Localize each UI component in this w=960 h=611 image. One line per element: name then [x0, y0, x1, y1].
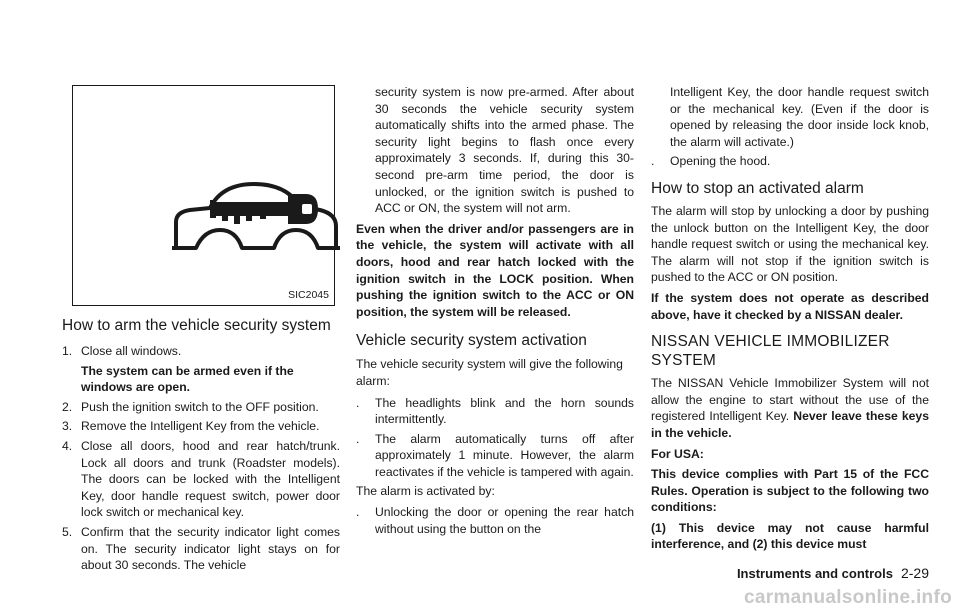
list-item: . Unlocking the door or opening the rear hatch without using the button on the [356, 505, 634, 536]
warning-text: If the system does not operate as described above, have it checked by a NISSAN dealer. [651, 290, 929, 322]
region-label: For USA: [651, 446, 704, 461]
step-continuation: security system is now pre-armed. After about 30 seconds the vehicle security system automatically shifts into the armed phase. The security light begins to flash once every approximately 3 seconds. If, during this 30-second pre-arm time period, the door is unlocked, or the ignition switch is pushed to ACC or ON, the system will not arm. [375, 85, 634, 216]
figure-caption: SIC2045 [288, 289, 329, 301]
paragraph: The vehicle security system will give the following alarm: [356, 357, 623, 388]
footer-section: Instruments and controls [736, 566, 893, 581]
warning-text: Even when the driver and/or passengers are in the vehicle, the system will activate with all doors, hood and rear hatch locked with the ignition switch in the LOCK position. When pushing the ignition switch to the ACC or ON position, the system will be released. [356, 221, 634, 319]
section-heading-activation: Vehicle security system activation [356, 332, 587, 350]
warning-text: Never leave these keys in the vehicle. [651, 409, 929, 440]
section-heading-arm: How to arm the vehicle security system [62, 317, 331, 334]
paragraph: The NISSAN Vehicle Immobilizer System will not allow the engine to start without the use of the registered Intelligent Key. Never leave these keys in the vehicle. [651, 376, 929, 440]
column-1 [62, 316, 340, 577]
fcc-conditions: (1) This device may not cause harmful interference, and (2) this device must [651, 520, 929, 552]
bullet-continuation: Intelligent Key, the door handle request switch or the mechanical key. (Even if the door is opened by releasing the door inside lock knob, the alarm will activate.) [670, 85, 929, 149]
list-item: . The headlights blink and the horn sounds intermittently. [356, 395, 634, 427]
column-3 [651, 84, 929, 553]
watermark-logo: carmanualsonline.info [744, 587, 952, 608]
list-item: 4. Close all doors, hood and rear hatch/trunk. Lock all doors and trunk (Roadster models). The doors can be locked with the Intelligent Key, door handle request switch, power door lock switch or mechanical key. [62, 438, 340, 520]
page-number: 2-29 [900, 565, 929, 581]
paragraph: The alarm will stop by unlocking a door by pushing the unlock button on the Intelligent Key, the door handle request switch or using the mechanical key. The alarm will not stop if the ignition switch is pushed to the ACC or ON position. [651, 203, 929, 285]
section-heading-immobilizer: NISSAN VEHICLE IMMOBILIZER SYSTEM [651, 333, 890, 370]
step-note: The system can be armed even if the windows are open. [81, 363, 294, 395]
list-item: 2. Push the ignition switch to the OFF position. [62, 399, 319, 414]
list-item: 3. Remove the Intelligent Key from the vehicle. [62, 419, 320, 434]
list-item: . Opening the hood. [651, 154, 771, 169]
paragraph: The alarm is activated by: [356, 484, 495, 499]
list-item: 1. Close all windows. The system can be armed even if the windows are open. [62, 343, 340, 396]
car-key-icon [170, 178, 342, 256]
list-item: . The alarm automatically turns off after approximately 1 minute. However, the alarm reactivates if the vehicle is tampered with again. [356, 431, 634, 479]
section-heading-stop: How to stop an activated alarm [651, 179, 864, 197]
list-item: 5. Confirm that the security indicator light comes on. The security indicator light stays on for about 30 seconds. The vehicle [62, 524, 340, 573]
fcc-statement: This device complies with Part 15 of the FCC Rules. Operation is subject to the following two conditions: [651, 467, 929, 515]
illustration-frame [72, 85, 335, 306]
column-2 [356, 84, 634, 540]
page-footer [737, 565, 929, 582]
